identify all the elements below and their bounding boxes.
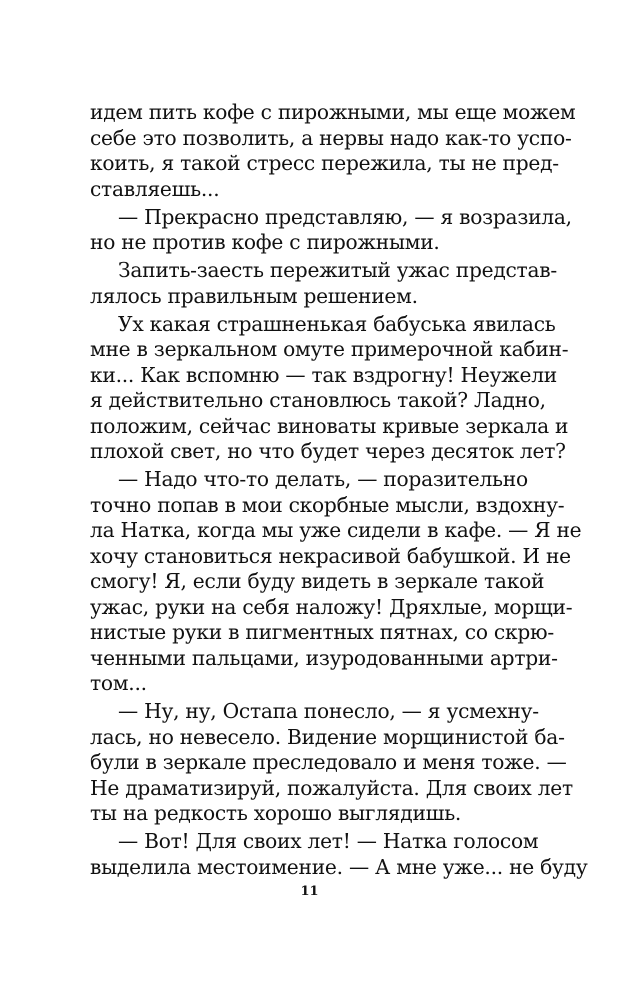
text-line: ставляешь... — [90, 177, 220, 201]
text-line: Не драматизируй, пожалуйста. Для своих лет — [90, 776, 573, 800]
text-line: лась, но невесело. Видение морщинистой ба- — [90, 725, 565, 749]
text-line: себе это позволить, а нервы надо как-то успо- — [90, 126, 572, 150]
text-line: — Ну, ну, Остапа понесло, — я усмехну- — [118, 699, 539, 723]
text-line: були в зеркале преследовало и меня тоже. — — [90, 750, 567, 774]
text-line: положим, сейчас виноваты кривые зеркала и — [90, 414, 569, 438]
text-line: но не против кофе с пирожными. — [90, 230, 440, 254]
text-line: ужас, руки на себя наложу! Дряхлые, морщи- — [90, 595, 573, 619]
text-line: выделила местоимение. — А мне уже... не буду — [90, 855, 588, 879]
text-line: лялось правильным решением. — [90, 284, 418, 308]
text-line: хочу становиться некрасивой бабушкой. И не — [90, 544, 571, 568]
text-line: идем пить кофе с пирожными, мы еще можем — [90, 100, 576, 124]
text-line: — Прекрасно представляю, — я возразила, — [118, 205, 572, 229]
text-line: ты на редкость хорошо выглядишь. — [90, 801, 462, 825]
text-line: я действительно становлюсь такой? Ладно, — [90, 388, 546, 412]
text-line: плохой свет, но что будет через десяток лет? — [90, 439, 566, 463]
text-line: ки... Как вспомню — так вздрогну! Неужели — [90, 363, 558, 387]
page-number: 11 — [300, 884, 319, 899]
text-line: — Надо что-то делать, — поразительно — [118, 467, 528, 491]
text-line: Запить-заесть пережитый ужас представ- — [118, 258, 557, 282]
text-line: — Вот! Для своих лет! — Натка голосом — [118, 829, 539, 853]
text-line: нистые руки в пигментных пятнах, со скрю- — [90, 620, 554, 644]
text-line: точно попав в мои скорбные мысли, вздохну- — [90, 493, 565, 517]
text-line: том... — [90, 671, 147, 695]
text-line: ла Натка, когда мы уже сидели в кафе. — Я не — [90, 518, 582, 542]
text-line: ченными пальцами, изуродованными артри- — [90, 646, 558, 670]
text-line: смогу! Я, если буду видеть в зеркале такой — [90, 569, 545, 593]
text-line: Ух какая страшненькая бабуська явилась — [118, 312, 556, 336]
text-line: мне в зеркальном омуте примерочной кабин- — [90, 337, 569, 361]
text-line: коить, я такой стресс пережила, ты не пред- — [90, 151, 559, 175]
